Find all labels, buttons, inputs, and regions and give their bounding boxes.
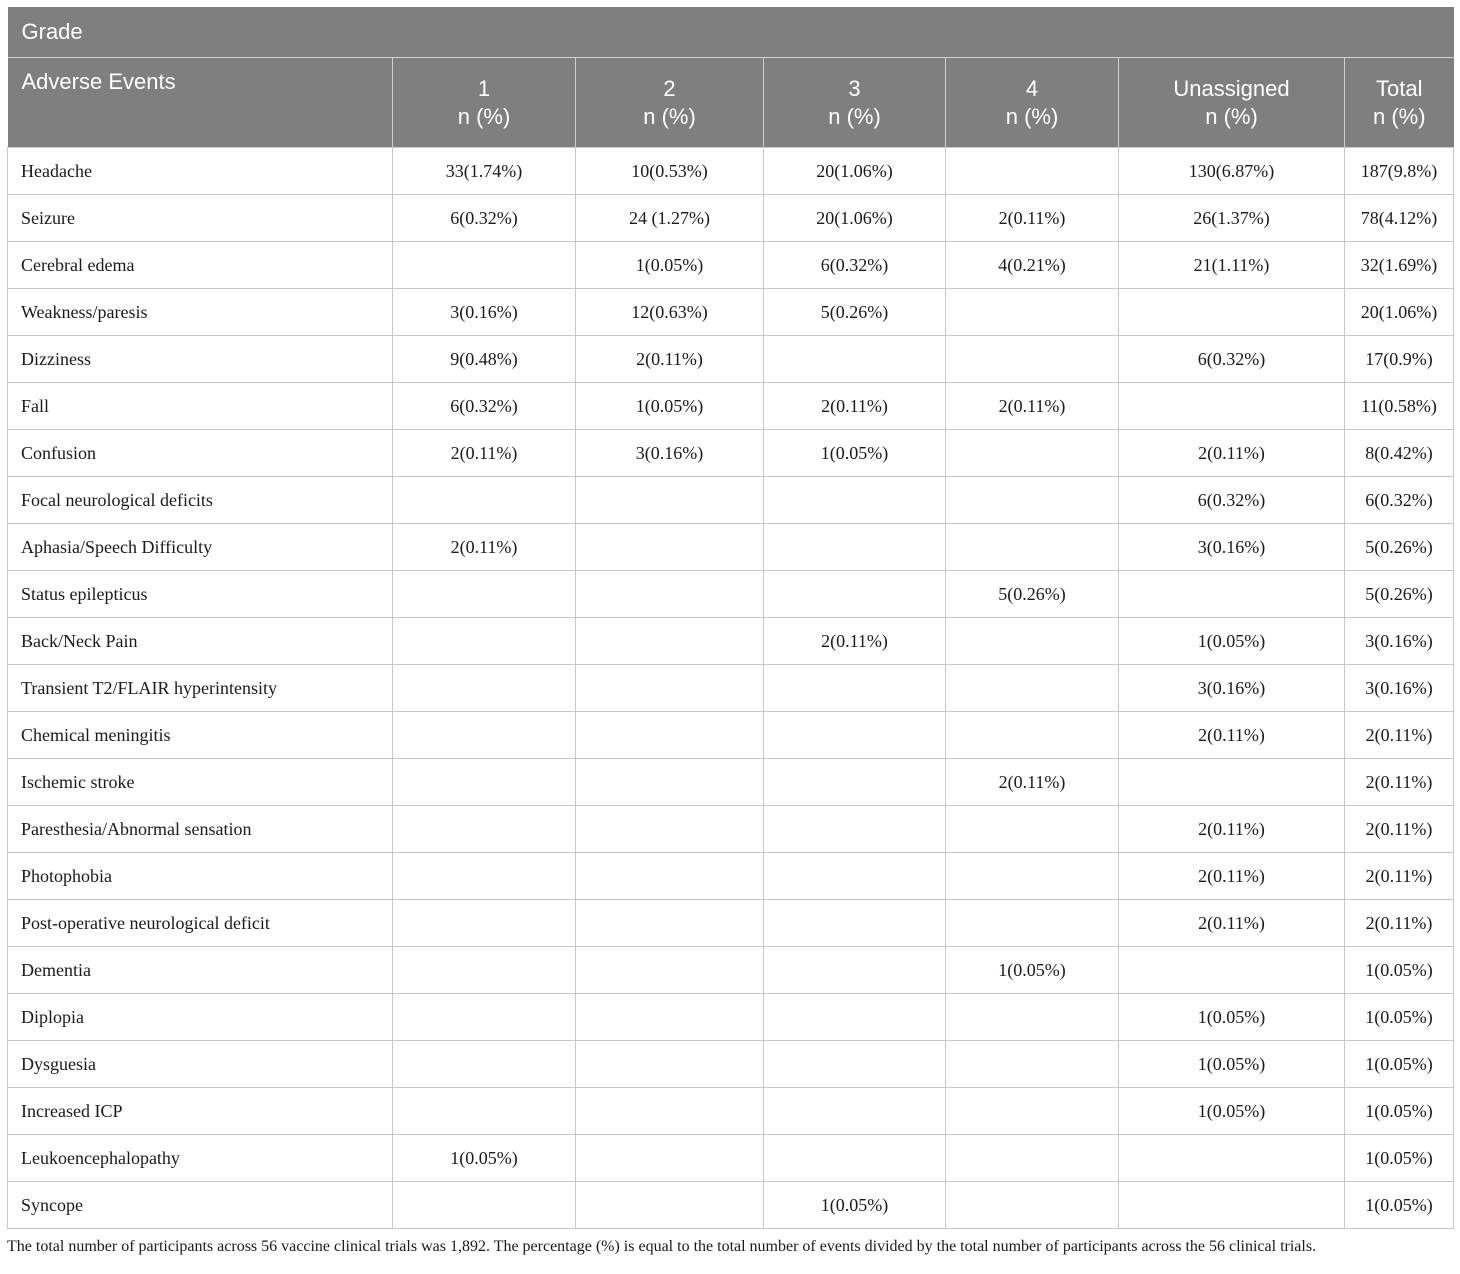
table-cell: 2(0.11%)	[393, 430, 576, 477]
table-cell: 1(0.05%)	[946, 947, 1119, 994]
table-cell	[576, 524, 764, 571]
table-cell	[576, 947, 764, 994]
adverse-event-name: Dysguesia	[8, 1041, 393, 1088]
table-cell: 4(0.21%)	[946, 242, 1119, 289]
table-cell: 2(0.11%)	[1345, 853, 1454, 900]
column-header-label: Unassigned	[1173, 75, 1290, 101]
table-cell: 2(0.11%)	[576, 336, 764, 383]
table-cell: 5(0.26%)	[764, 289, 946, 336]
table-row	[8, 289, 1454, 336]
table-row	[8, 759, 1454, 806]
table-cell: 6(0.32%)	[1345, 477, 1454, 524]
table-footnote: The total number of participants across 56 vaccine clinical trials was 1,892. The percentage (%) is equal to the total number of events divided by the total number of participants across the 56 clinical trials.	[7, 1238, 1317, 1255]
adverse-event-name: Ischemic stroke	[8, 759, 393, 806]
table-cell	[946, 336, 1119, 383]
table-cell: 8(0.42%)	[1345, 430, 1454, 477]
table-cell: 1(0.05%)	[1119, 618, 1345, 665]
table-cell	[1119, 289, 1345, 336]
table-cell	[393, 242, 576, 289]
table-cell: 2(0.11%)	[946, 383, 1119, 430]
table-cell: 2(0.11%)	[1119, 900, 1345, 947]
table-cell: 17(0.9%)	[1345, 336, 1454, 383]
table-cell	[764, 477, 946, 524]
table-cell	[946, 853, 1119, 900]
table-row	[8, 1088, 1454, 1135]
table-cell	[393, 1088, 576, 1135]
table-row	[8, 430, 1454, 477]
table-cell	[576, 665, 764, 712]
table-cell	[764, 1088, 946, 1135]
table-cell	[393, 759, 576, 806]
table-cell: 2(0.11%)	[393, 524, 576, 571]
table-cell: 2(0.11%)	[1345, 900, 1454, 947]
table-cell: 1(0.05%)	[1345, 1182, 1454, 1229]
table-row	[8, 994, 1454, 1041]
table-row	[8, 853, 1454, 900]
table-cell	[764, 853, 946, 900]
adverse-event-name: Confusion	[8, 430, 393, 477]
table-cell: 1(0.05%)	[1119, 1041, 1345, 1088]
table-cell: 5(0.26%)	[946, 571, 1119, 618]
table-cell: 6(0.32%)	[393, 195, 576, 242]
adverse-event-name: Fall	[8, 383, 393, 430]
table-cell	[764, 994, 946, 1041]
column-header	[8, 58, 393, 148]
table-body	[8, 148, 1454, 1229]
table-cell	[946, 477, 1119, 524]
table-cell	[393, 900, 576, 947]
table-row	[8, 712, 1454, 759]
table-cell: 11(0.58%)	[1345, 383, 1454, 430]
table-cell: 1(0.05%)	[1345, 994, 1454, 1041]
table-cell	[764, 1135, 946, 1182]
column-header-unit: n (%)	[828, 103, 881, 129]
table-cell: 1(0.05%)	[393, 1135, 576, 1182]
table-cell	[946, 148, 1119, 195]
table-cell	[393, 1041, 576, 1088]
table-cell	[576, 1135, 764, 1182]
table-cell: 1(0.05%)	[764, 1182, 946, 1229]
table-cell	[764, 947, 946, 994]
table-cell: 2(0.11%)	[1345, 806, 1454, 853]
column-header-row	[8, 58, 1454, 148]
table-cell: 2(0.11%)	[764, 383, 946, 430]
table-cell	[1119, 383, 1345, 430]
table-cell: 1(0.05%)	[1119, 1088, 1345, 1135]
column-header	[946, 58, 1119, 148]
table-cell: 2(0.11%)	[1119, 853, 1345, 900]
table-cell	[946, 289, 1119, 336]
table-cell	[576, 1041, 764, 1088]
table-cell: 20(1.06%)	[764, 148, 946, 195]
adverse-event-name: Aphasia/Speech Difficulty	[8, 524, 393, 571]
table-cell	[946, 806, 1119, 853]
column-header-label: Adverse Events	[21, 69, 176, 94]
table-row	[8, 947, 1454, 994]
adverse-event-name: Transient T2/FLAIR hyperintensity	[8, 665, 393, 712]
table-cell: 1(0.05%)	[576, 383, 764, 430]
column-header-label: 1	[477, 75, 491, 101]
table-cell: 24 (1.27%)	[576, 195, 764, 242]
column-header-unit: n (%)	[643, 103, 696, 129]
table-cell: 9(0.48%)	[393, 336, 576, 383]
table-cell	[393, 712, 576, 759]
table-cell: 6(0.32%)	[764, 242, 946, 289]
table-container	[7, 7, 1453, 1259]
table-cell	[946, 712, 1119, 759]
table-row	[8, 806, 1454, 853]
table-cell: 78(4.12%)	[1345, 195, 1454, 242]
table-cell	[393, 477, 576, 524]
table-cell	[393, 994, 576, 1041]
column-header-unit: n (%)	[457, 103, 511, 129]
table-cell	[946, 994, 1119, 1041]
table-cell	[764, 712, 946, 759]
table-cell	[946, 1182, 1119, 1229]
table-cell	[946, 1041, 1119, 1088]
table-cell: 33(1.74%)	[393, 148, 576, 195]
table-cell	[764, 336, 946, 383]
adverse-event-name: Status epilepticus	[8, 571, 393, 618]
table-row	[8, 195, 1454, 242]
table-cell: 5(0.26%)	[1345, 571, 1454, 618]
table-cell: 1(0.05%)	[1345, 1135, 1454, 1182]
table-cell	[576, 477, 764, 524]
table-cell	[1119, 1135, 1345, 1182]
table-row	[8, 383, 1454, 430]
column-header	[1345, 58, 1454, 148]
table-cell	[1119, 1182, 1345, 1229]
table-cell: 20(1.06%)	[764, 195, 946, 242]
table-cell	[576, 994, 764, 1041]
table-cell: 2(0.11%)	[946, 759, 1119, 806]
table-row	[8, 336, 1454, 383]
table-cell	[946, 430, 1119, 477]
adverse-event-name: Focal neurological deficits	[8, 477, 393, 524]
adverse-event-name: Back/Neck Pain	[8, 618, 393, 665]
table-cell	[576, 806, 764, 853]
table-row	[8, 900, 1454, 947]
table-cell	[946, 900, 1119, 947]
table-row	[8, 1182, 1454, 1229]
grade-header-row	[8, 7, 1454, 58]
table-row	[8, 1135, 1454, 1182]
table-cell: 1(0.05%)	[1345, 947, 1454, 994]
table-cell: 21(1.11%)	[1119, 242, 1345, 289]
adverse-event-name: Weakness/paresis	[8, 289, 393, 336]
column-header-label: 4	[1025, 75, 1039, 101]
adverse-event-name: Chemical meningitis	[8, 712, 393, 759]
table-cell	[576, 712, 764, 759]
table-cell: 26(1.37%)	[1119, 195, 1345, 242]
table-cell	[393, 806, 576, 853]
table-cell: 2(0.11%)	[1345, 712, 1454, 759]
table-cell	[576, 759, 764, 806]
table-row	[8, 1041, 1454, 1088]
table-row	[8, 148, 1454, 195]
table-cell: 20(1.06%)	[1345, 289, 1454, 336]
table-cell: 2(0.11%)	[946, 195, 1119, 242]
table-cell	[764, 665, 946, 712]
column-header-unit: n (%)	[1205, 103, 1258, 129]
grade-label: Grade	[8, 7, 1454, 58]
table-cell: 3(0.16%)	[1119, 665, 1345, 712]
column-header	[1119, 58, 1345, 148]
table-cell	[576, 853, 764, 900]
adverse-event-name: Diplopia	[8, 994, 393, 1041]
adverse-event-name: Leukoencephalopathy	[8, 1135, 393, 1182]
table-cell: 10(0.53%)	[576, 148, 764, 195]
table-cell	[764, 806, 946, 853]
table-cell: 1(0.05%)	[576, 242, 764, 289]
table-cell: 1(0.05%)	[1345, 1041, 1454, 1088]
table-cell	[393, 571, 576, 618]
table-cell	[393, 947, 576, 994]
table-row	[8, 242, 1454, 289]
adverse-event-name: Paresthesia/Abnormal sensation	[8, 806, 393, 853]
table-cell	[393, 853, 576, 900]
table-cell	[1119, 947, 1345, 994]
table-cell	[393, 665, 576, 712]
adverse-event-name: Increased ICP	[8, 1088, 393, 1135]
column-header-unit: n (%)	[1005, 103, 1059, 129]
table-cell: 1(0.05%)	[1345, 1088, 1454, 1135]
table-row	[8, 571, 1454, 618]
column-header-label: 2	[663, 75, 676, 101]
adverse-event-name: Post-operative neurological deficit	[8, 900, 393, 947]
table-cell	[576, 618, 764, 665]
table-cell: 32(1.69%)	[1345, 242, 1454, 289]
table-cell	[576, 1088, 764, 1135]
column-header	[764, 58, 946, 148]
table-cell: 187(9.8%)	[1345, 148, 1454, 195]
table-cell	[946, 1135, 1119, 1182]
table-cell: 3(0.16%)	[1119, 524, 1345, 571]
adverse-event-name: Syncope	[8, 1182, 393, 1229]
table-cell: 2(0.11%)	[764, 618, 946, 665]
table-cell	[576, 571, 764, 618]
table-cell: 3(0.16%)	[393, 289, 576, 336]
table-cell	[764, 524, 946, 571]
table-cell: 2(0.11%)	[1119, 430, 1345, 477]
adverse-events-table	[7, 7, 1454, 1229]
table-row	[8, 477, 1454, 524]
table-cell: 1(0.05%)	[1119, 994, 1345, 1041]
adverse-event-name: Dizziness	[8, 336, 393, 383]
table-cell	[1119, 571, 1345, 618]
table-cell: 2(0.11%)	[1119, 712, 1345, 759]
table-cell	[946, 1088, 1119, 1135]
table-row	[8, 524, 1454, 571]
table-cell	[764, 900, 946, 947]
table-cell: 1(0.05%)	[764, 430, 946, 477]
column-header	[393, 58, 576, 148]
table-cell	[946, 524, 1119, 571]
table-cell: 6(0.32%)	[1119, 477, 1345, 524]
table-cell	[764, 571, 946, 618]
adverse-event-name: Photophobia	[8, 853, 393, 900]
table-cell	[393, 618, 576, 665]
adverse-event-name: Cerebral edema	[8, 242, 393, 289]
table-cell	[576, 900, 764, 947]
column-header-label: 3	[848, 75, 861, 101]
column-header-unit: n (%)	[1372, 103, 1426, 129]
column-header	[576, 58, 764, 148]
table-row	[8, 618, 1454, 665]
table-cell: 6(0.32%)	[393, 383, 576, 430]
table-cell	[946, 665, 1119, 712]
table-cell	[764, 759, 946, 806]
table-cell: 3(0.16%)	[1345, 665, 1454, 712]
table-cell: 12(0.63%)	[576, 289, 764, 336]
table-cell	[764, 1041, 946, 1088]
table-cell	[393, 1182, 576, 1229]
table-cell: 3(0.16%)	[576, 430, 764, 477]
table-cell: 5(0.26%)	[1345, 524, 1454, 571]
table-cell: 3(0.16%)	[1345, 618, 1454, 665]
table-cell	[576, 1182, 764, 1229]
table-cell	[946, 618, 1119, 665]
adverse-event-name: Dementia	[8, 947, 393, 994]
table-cell: 130(6.87%)	[1119, 148, 1345, 195]
table-cell: 2(0.11%)	[1345, 759, 1454, 806]
column-header-label: Total	[1376, 75, 1423, 101]
adverse-event-name: Headache	[8, 148, 393, 195]
table-cell: 2(0.11%)	[1119, 806, 1345, 853]
table-cell	[1119, 759, 1345, 806]
adverse-event-name: Seizure	[8, 195, 393, 242]
table-cell: 6(0.32%)	[1119, 336, 1345, 383]
table-row	[8, 665, 1454, 712]
